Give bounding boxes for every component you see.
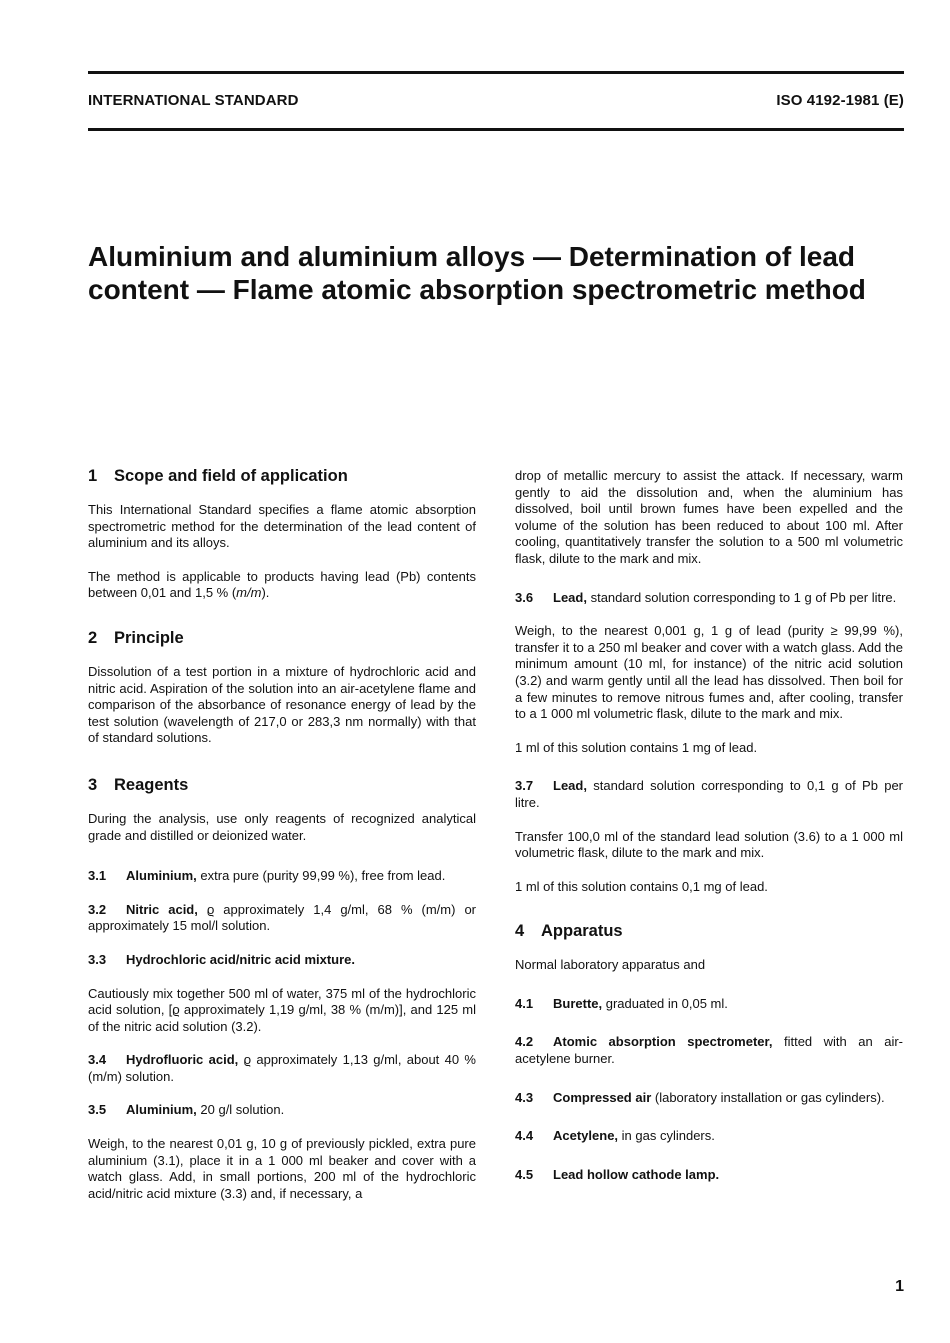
clause-term: Hydrochloric acid/nitric acid mixture. xyxy=(126,951,356,967)
clause-term: Acetylene, xyxy=(553,1128,619,1144)
section-number: 2 xyxy=(88,628,98,647)
text: The method is applicable to products having lead (Pb) contents between 0,01 and 1,5 % ( xyxy=(88,568,476,601)
clause-term: Lead, xyxy=(553,778,587,794)
document-title: Aluminium and aluminium alloys — Determination of lead content — Flame atomic absorption spectrometric method xyxy=(88,241,866,305)
clause-term: Compressed air xyxy=(553,1089,652,1105)
clause-text: (laboratory installation or gas cylinders). xyxy=(651,1089,885,1105)
clause-number: 3.4 xyxy=(88,1052,107,1068)
clause-text: ϱ approximately 1,4 g/ml, 68 % (m/m) or approximately 15 mol/l solution. xyxy=(88,901,476,934)
clause-3-7-body: Transfer 100,0 ml of the standard lead solution (3.6) to a 1 000 ml volumetric flask, dilute to the mark and mix. xyxy=(515,828,903,861)
clause-text: ϱ approximately 1,13 g/ml, about 40 % (m/m) solution. xyxy=(88,1052,476,1084)
clause-3-5-body: Weigh, to the nearest 0,01 g, 10 g of previously pickled, extra pure aluminium (3.1), place it in a 1 000 ml beaker and cover with a watch glass. Add, in small portions, 200 ml of the hydrochloric acid/nitric acid mixture (3.3) and, if necessary, a xyxy=(88,1136,476,1201)
document-type-label: INTERNATIONAL STANDARD xyxy=(88,92,299,109)
clause-term: Aluminium, xyxy=(126,868,197,884)
left-column xyxy=(88,466,476,1219)
clause-number: 3.2 xyxy=(88,901,107,917)
section-title: Principle xyxy=(114,628,184,647)
clause-number: 3.5 xyxy=(88,1102,107,1118)
right-column xyxy=(515,468,903,1200)
clause-number: 4.2 xyxy=(515,1034,534,1050)
clause-term: Burette, xyxy=(553,995,603,1011)
clause-4-2 xyxy=(515,1034,903,1067)
clause-term: Nitric acid, xyxy=(126,901,198,917)
clause-4-1 xyxy=(515,996,903,1013)
clause-3-6-note: 1 ml of this solution contains 1 mg of lead. xyxy=(515,739,758,755)
clause-number: 3.1 xyxy=(88,868,107,884)
page-number: 1 xyxy=(895,1278,904,1295)
header-rule-top xyxy=(88,71,904,74)
clause-text: in gas cylinders. xyxy=(618,1128,715,1144)
apparatus-intro: Normal laboratory apparatus and xyxy=(515,957,706,973)
section-title: Reagents xyxy=(114,775,189,794)
clause-number: 3.3 xyxy=(88,951,107,967)
clause-number: 4.1 xyxy=(515,995,534,1011)
clause-term: Lead hollow cathode lamp. xyxy=(553,1166,720,1182)
clause-text: standard solution corresponding to 1 g of Pb per litre. xyxy=(586,589,897,605)
clause-number: 3.7 xyxy=(515,778,534,794)
section-2-heading xyxy=(88,628,476,648)
clause-3-6-body: Weigh, to the nearest 0,001 g, 1 g of lead (purity ≥ 99,99 %), transfer it to a 250 ml beaker and cover with a watch glass. Add the minimum amount (10 ml, for instance) of the nitric acid solution (3.2) and warm gently until all the lead has dissolved. Then boil for a few minutes to remove nitrous fumes and, after cooling, transfer to a 1 000 ml volumetric flask, dilute to the mark and mix. xyxy=(515,623,903,722)
section-number: 4 xyxy=(515,922,525,941)
clause-4-3 xyxy=(515,1090,903,1107)
section-title: Apparatus xyxy=(541,922,623,941)
clause-4-5 xyxy=(515,1167,903,1184)
clause-term: Atomic absorption spectrometer, xyxy=(553,1034,773,1050)
clause-4-4 xyxy=(515,1128,903,1145)
section-1-heading xyxy=(88,466,476,486)
clause-number: 4.5 xyxy=(515,1166,534,1182)
clause-term: Lead, xyxy=(553,589,587,605)
clause-text: standard solution corresponding to 0,1 g of Pb per litre. xyxy=(515,778,903,810)
clause-3-7 xyxy=(515,778,903,811)
section-4-heading xyxy=(515,921,903,941)
clause-3-3-body: Cautiously mix together 500 ml of water, 375 ml of the hydrochloric acid solution, [ϱ approximately 1,19 g/ml, 38 % (m/m)], and 125 ml of the nitric acid solution (3.2). xyxy=(88,985,476,1034)
clause-3-7-note: 1 ml of this solution contains 0,1 mg of lead. xyxy=(515,878,768,894)
principle-paragraph: Dissolution of a test portion in a mixture of hydrochloric acid and nitric acid. Aspiration of the solution into an air-acetylene flame and comparison of the absorbance of resonance energy of lead by the test solution (wavelength of 217,0 or 283,3 nm normally) with that of standard solutions. xyxy=(88,663,476,746)
clause-text: 20 g/l solution. xyxy=(196,1102,285,1118)
clause-3-1 xyxy=(88,868,476,885)
clause-3-4 xyxy=(88,1052,476,1085)
clause-3-2 xyxy=(88,902,476,935)
clause-3-3 xyxy=(88,952,476,969)
clause-text: extra pure (purity 99,99 %), free from lead. xyxy=(196,868,446,884)
clause-term: Aluminium, xyxy=(126,1102,197,1118)
clause-text: fitted with an air-acetylene burner. xyxy=(515,1034,903,1067)
clause-term: Hydrofluoric acid, xyxy=(126,1052,239,1068)
standard-number: ISO 4192-1981 (E) xyxy=(776,92,904,109)
clause-3-5-body-continued: drop of metallic mercury to assist the attack. If necessary, warm gently to aid the dissolution and, when the aluminium has dissolved, boil until brown fumes have been expelled and the volume of the solution has been reduced to about 100 ml. After cooling, quantitatively transfer the solution to a 500 ml volumetric flask, dilute to the mark and mix. xyxy=(515,468,903,566)
clause-number: 4.4 xyxy=(515,1128,534,1144)
section-number: 3 xyxy=(88,775,98,794)
clause-number: 4.3 xyxy=(515,1089,534,1105)
section-3-heading xyxy=(88,775,476,795)
scope-range-paragraph xyxy=(88,569,476,602)
clause-3-6 xyxy=(515,590,903,607)
reagents-intro: During the analysis, use only reagents of recognized analytical grade and distilled or deionized water. xyxy=(88,810,476,843)
section-title: Scope and field of application xyxy=(114,467,348,485)
text-italic: m/m xyxy=(236,585,262,601)
clause-3-5 xyxy=(88,1102,476,1119)
header-rule-bottom xyxy=(88,128,904,131)
scope-paragraph: This International Standard specifies a flame atomic absorption spectrometric method for the determination of the lead content of aluminium and its alloys. xyxy=(88,502,476,551)
section-number: 1 xyxy=(88,467,98,485)
clause-number: 3.6 xyxy=(515,589,534,605)
text: ). xyxy=(261,585,270,601)
clause-text: graduated in 0,05 ml. xyxy=(602,995,728,1011)
